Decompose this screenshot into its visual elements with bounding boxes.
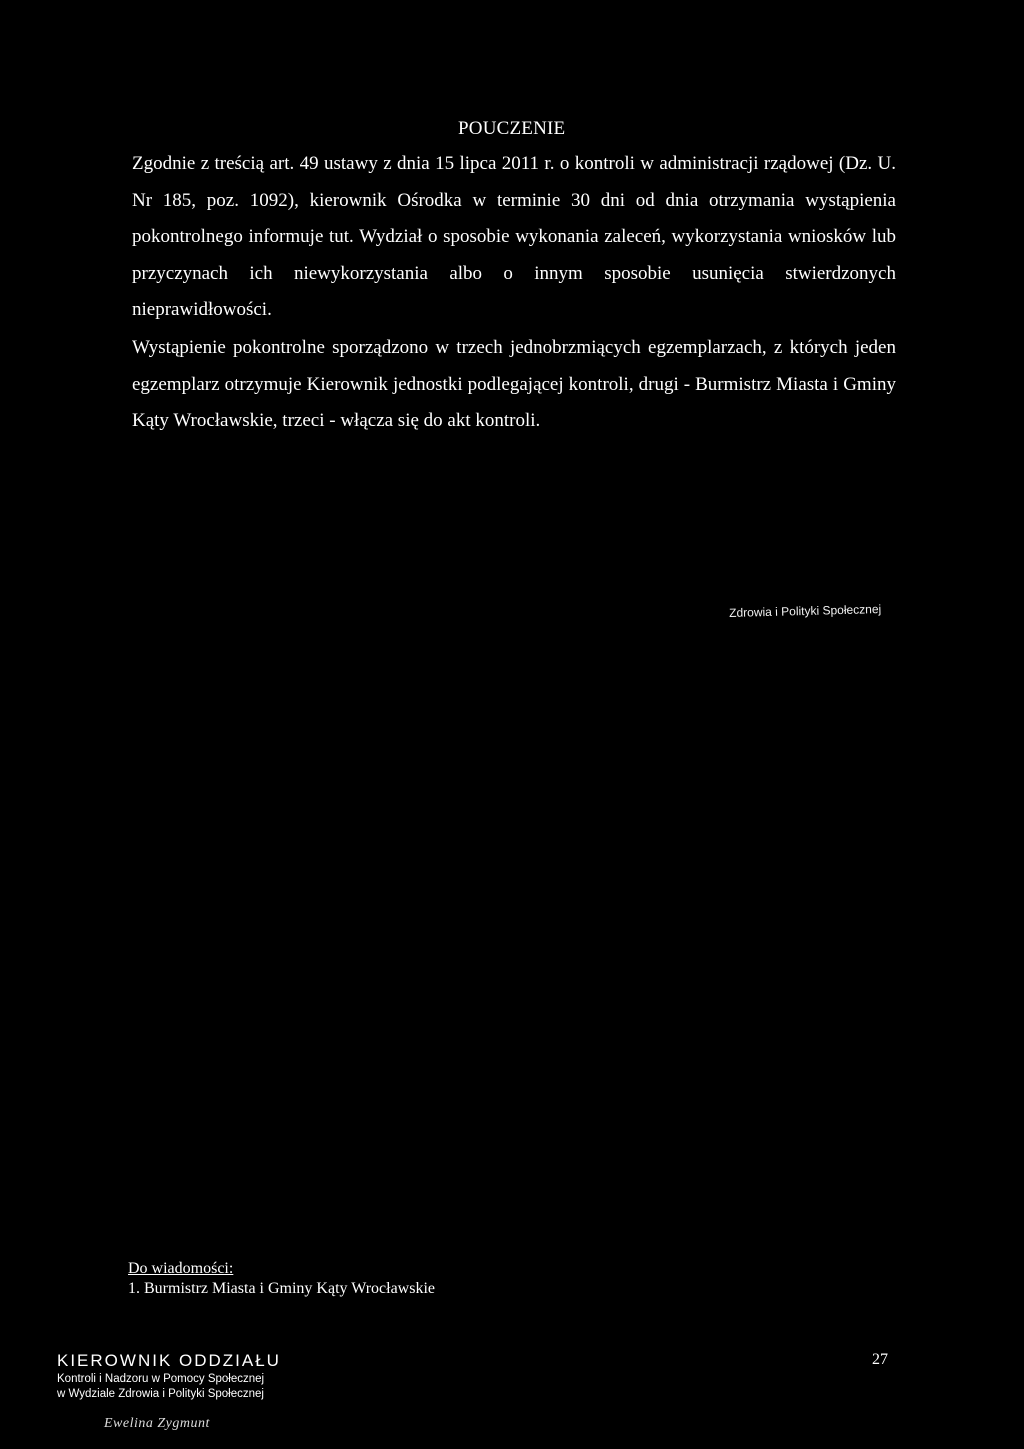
head-stamp — [57, 1350, 281, 1402]
notice-heading: Do wiadomości: — [128, 1260, 234, 1277]
notice-block — [128, 1259, 435, 1299]
stamp-fragment: Zdrowia i Polityki Społecznej — [729, 602, 882, 620]
head-stamp-title: KIEROWNIK ODDZIAŁU — [57, 1351, 281, 1370]
copies-paragraph — [132, 330, 896, 440]
head-stamp-line: Kontroli i Nadzoru w Pomocy Społecznej — [57, 1373, 265, 1385]
document-title: POUCZENIE — [458, 118, 566, 139]
head-stamp-line: w Wydziale Zdrowia i Polityki Społecznej — [57, 1388, 264, 1400]
signature: Ewelina Zygmunt — [104, 1416, 210, 1431]
notice-item: 1. Burmistrz Miasta i Gminy Kąty Wrocławskie — [128, 1280, 436, 1297]
page-number: 27 — [872, 1351, 888, 1368]
paragraph-text: Wystąpienie pokontrolne sporządzono w trzech jednobrzmiących egzemplarzach, z których jeden egzemplarz otrzymuje Kierownik jednostki podlegającej kontroli, drugi - Burmistrz Miasta i Gminy Kąty Wrocławskie, trzeci - włącza się do akt kontroli. — [132, 337, 896, 431]
paragraph-text: Zgodnie z treścią art. 49 ustawy z dnia 15 lipca 2011 r. o kontroli w administracji rządowej (Dz. U. Nr 185, poz. 1092), kierownik Ośrodka w terminie 30 dni od dnia otrzymania wystąpienia pokontrolnego informuje tut. Wydział o sposobie wykonania zaleceń, wykorzystania wniosków lub przyczynach ich niewykorzystania albo o innym sposobie usunięcia stwierdzonych nieprawidłowości. — [132, 153, 896, 320]
instruction-paragraph — [132, 146, 896, 329]
